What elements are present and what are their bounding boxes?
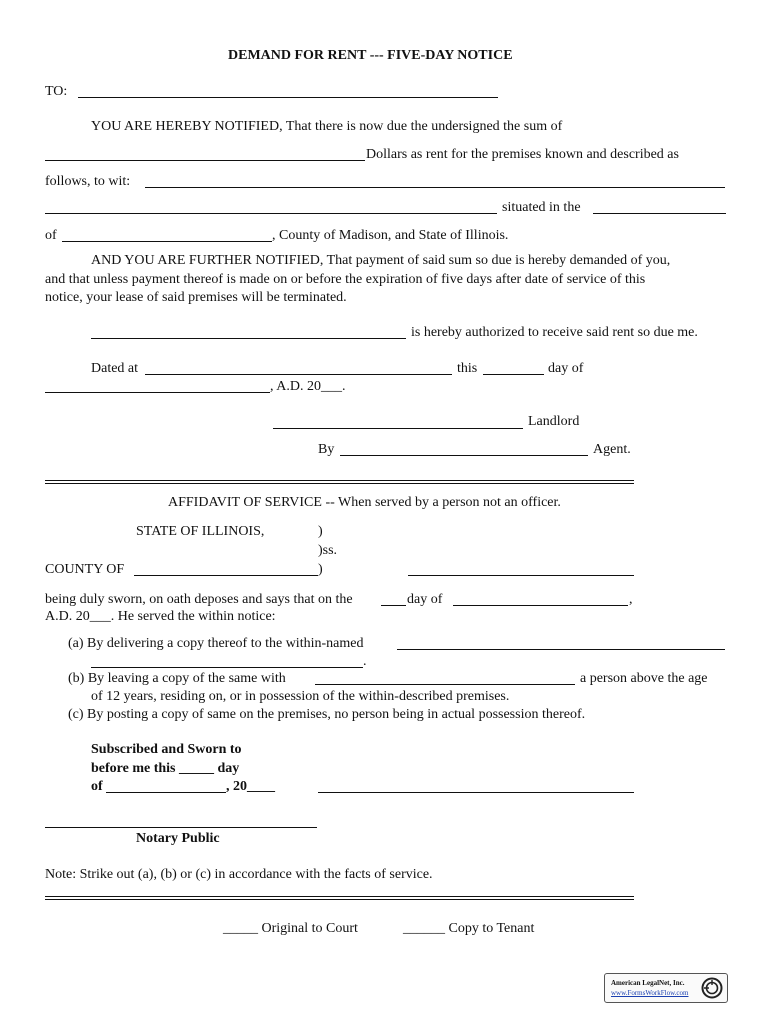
notice-line-2: Dollars as rent for the premises known and described as [366, 147, 679, 162]
notice-line-3: follows, to wit: [45, 174, 131, 189]
option-b-cont: of 12 years, residing on, or in possession of the within-described premises. [91, 689, 510, 704]
ad-label: , A.D. 20___. [270, 379, 346, 394]
premises-field-2[interactable] [45, 213, 497, 214]
publisher-url[interactable]: www.FormsWorkFlow.com [611, 989, 689, 997]
day-field[interactable] [483, 374, 544, 375]
paren-1: ) [318, 524, 323, 539]
situated-field[interactable] [593, 213, 726, 214]
notice-line-4: situated in the [502, 200, 581, 215]
subscribed-month-field[interactable] [106, 792, 226, 793]
section-divider-2 [45, 896, 634, 900]
dated-at-field[interactable] [145, 374, 452, 375]
sworn-line-1a: being duly sworn, on oath deposes and says that on the [45, 592, 353, 607]
by-label: By [318, 442, 335, 457]
landlord-label: Landlord [528, 414, 580, 429]
county-label: COUNTY OF [45, 562, 125, 577]
copy-to-tenant: ______ Copy to Tenant [403, 921, 535, 936]
option-b-name-field[interactable] [315, 684, 575, 685]
subscribed-line-3a: of [91, 779, 103, 794]
to-label: TO: [45, 84, 68, 99]
further-line-1: AND YOU ARE FURTHER NOTIFIED, That payment of said sum so due is hereby demanded of you, [91, 253, 671, 268]
further-line-3: notice, your lease of said premises will be terminated. [45, 290, 347, 305]
notice-line-5b: , County of Madison, and State of Illinois. [272, 228, 509, 243]
county-field[interactable] [134, 575, 318, 576]
this-label: this [457, 361, 478, 376]
affidavit-heading: AFFIDAVIT OF SERVICE -- When served by a person not an officer. [168, 495, 561, 510]
option-a-end: . [363, 654, 367, 669]
publisher-logo-icon [701, 977, 723, 999]
notary-signature-field[interactable] [45, 827, 317, 828]
day-of-label: day of [548, 361, 584, 376]
further-line-2: and that unless payment thereof is made on or before the expiration of five days after date of service of this [45, 272, 646, 287]
page-title: DEMAND FOR RENT --- FIVE-DAY NOTICE [228, 48, 513, 63]
publisher-name: American LegalNet, Inc. [611, 979, 685, 987]
amount-field[interactable] [45, 160, 365, 161]
state-label: STATE OF ILLINOIS, [136, 524, 265, 539]
option-c: (c) By posting a copy of same on the premises, no person being in actual possession thereof. [68, 707, 586, 722]
sworn-line-1c: , [629, 592, 633, 607]
ss-label: )ss. [318, 543, 338, 558]
option-b-end: a person above the age [580, 671, 708, 686]
authorized-text: is hereby authorized to receive said rent so due me. [411, 325, 698, 340]
publisher-badge[interactable] [604, 973, 728, 1003]
subscribed-line-2: before me this _____ day [91, 761, 240, 776]
option-b: (b) By leaving a copy of the same with [68, 671, 286, 686]
month-field[interactable] [45, 392, 270, 393]
option-a-cont-field[interactable] [91, 667, 363, 668]
notice-line-1: YOU ARE HEREBY NOTIFIED, That there is now due the undersigned the sum of [91, 119, 563, 134]
affiant-signature-field[interactable] [318, 792, 634, 793]
agent-label: Agent. [593, 442, 631, 457]
option-a: (a) By delivering a copy thereof to the within-named [68, 636, 364, 651]
option-a-name-field[interactable] [397, 649, 725, 650]
landlord-signature-field[interactable] [273, 428, 523, 429]
subscribed-line-1: Subscribed and Sworn to [91, 742, 242, 757]
original-to-court: _____ Original to Court [223, 921, 358, 936]
agent-signature-field[interactable] [340, 455, 588, 456]
to-field[interactable] [78, 97, 498, 98]
notice-line-5a: of [45, 228, 57, 243]
section-divider-1 [45, 480, 634, 484]
authorized-agent-field[interactable] [91, 338, 406, 339]
affiant-name-field[interactable] [408, 575, 634, 576]
service-month-field[interactable] [453, 605, 628, 606]
service-day-field[interactable] [381, 605, 406, 606]
subscribed-line-3b: , 20____ [226, 779, 275, 794]
paren-3: ) [318, 562, 323, 577]
sworn-line-1b: day of [407, 592, 443, 607]
premises-field-1[interactable] [145, 187, 725, 188]
note-text: Note: Strike out (a), (b) or (c) in accordance with the facts of service. [45, 867, 433, 882]
dated-at-label: Dated at [91, 361, 139, 376]
city-field[interactable] [62, 241, 272, 242]
sworn-line-2: A.D. 20___. He served the within notice: [45, 609, 276, 624]
notary-label: Notary Public [136, 831, 220, 846]
